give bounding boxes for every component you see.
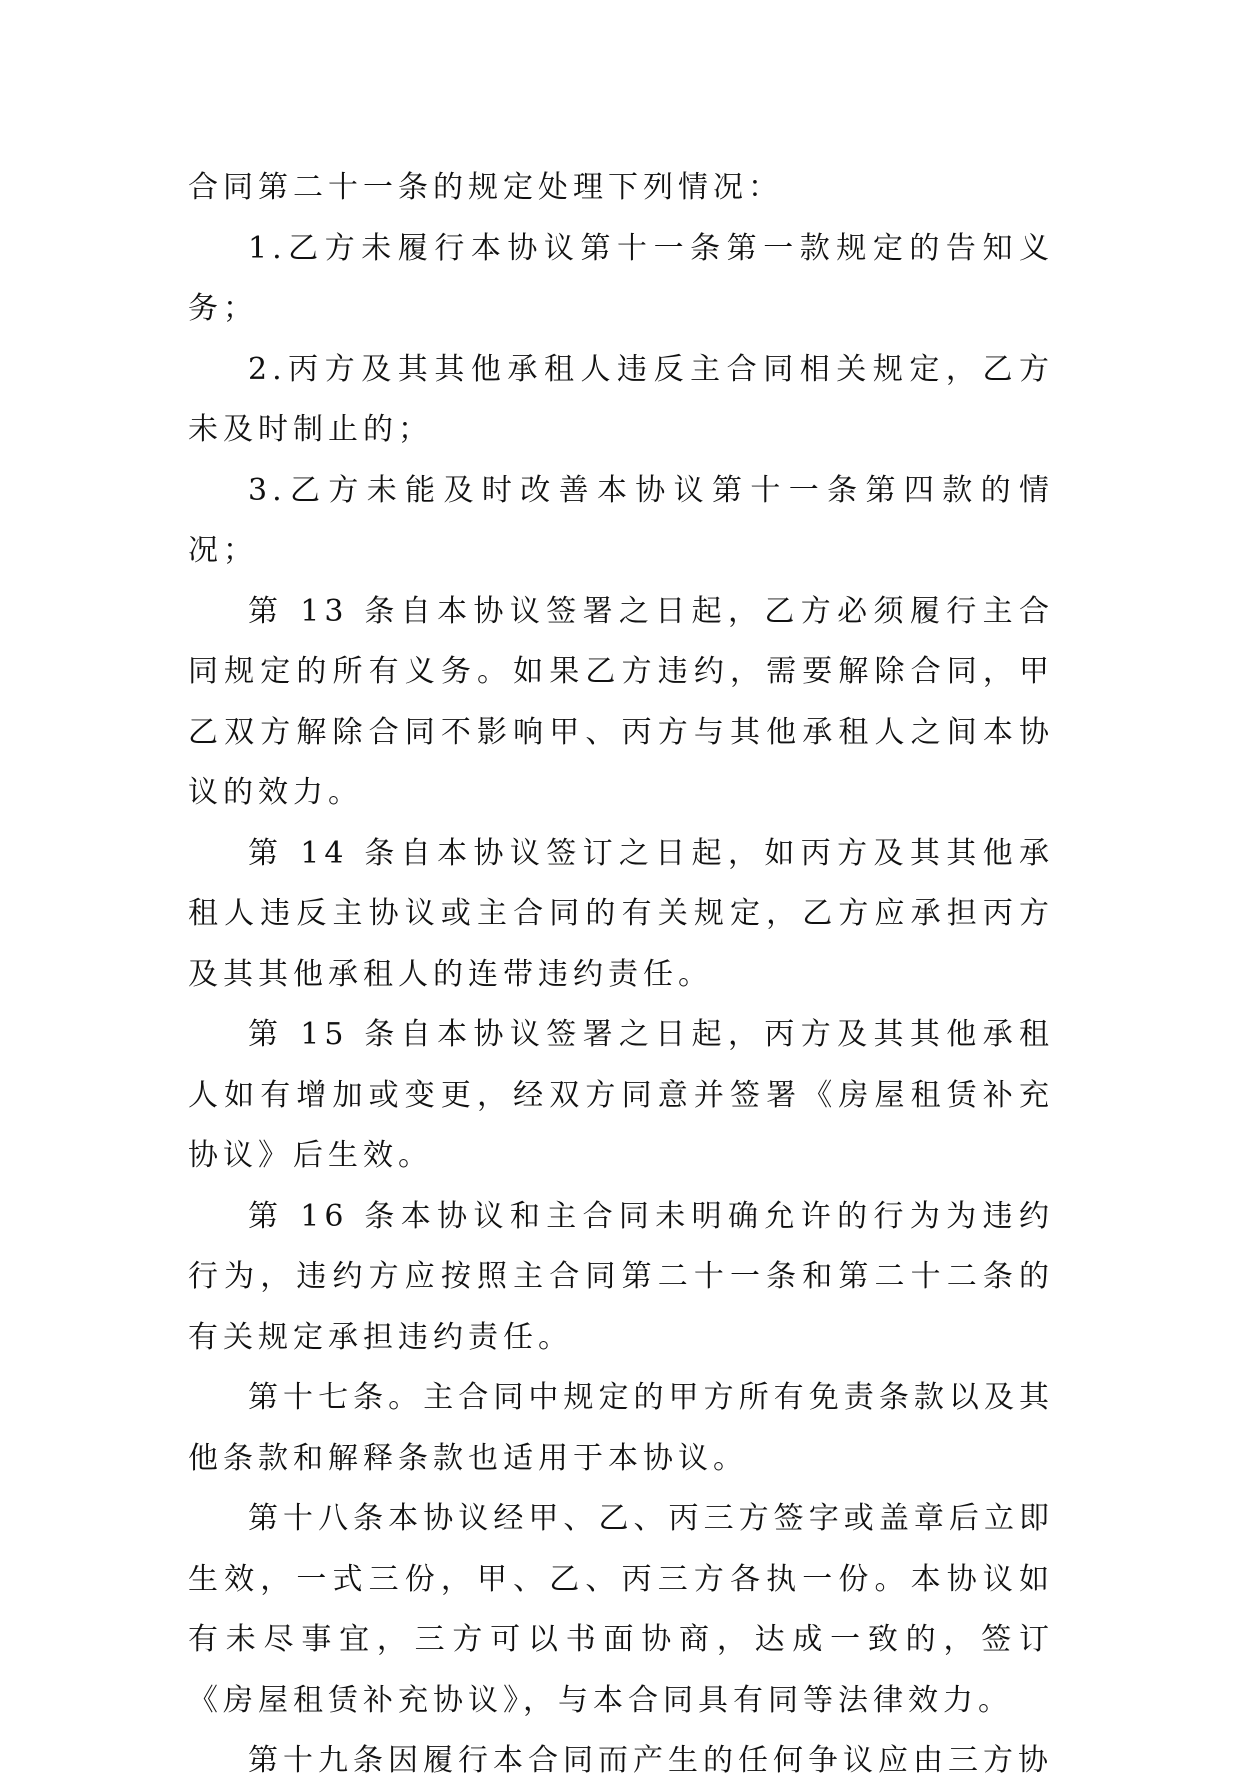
paragraph-continuation: 合同第二十一条的规定处理下列情况： xyxy=(188,170,783,205)
document-body xyxy=(188,158,1054,1792)
paragraph-item-2: 2.丙方及其其他承租人违反主合同相关规定，乙方未及时制止的； xyxy=(188,351,1054,447)
paragraph-article-16: 第 16 条本协议和主合同未明确允许的行为为违约行为，违约方应按照主合同第二十一条和第二十二条的有关规定承担违约责任。 xyxy=(188,1198,1054,1355)
paragraph-article-13: 第 13 条自本协议签署之日起，乙方必须履行主合同规定的所有义务。如果乙方违约，需要解除合同，甲乙双方解除合同不影响甲、丙方与其他承租人之间本协议的效力。 xyxy=(188,593,1054,810)
paragraph-item-3: 3.乙方未能及时改善本协议第十一条第四款的情况； xyxy=(188,472,1054,568)
paragraph-article-18: 第十八条本协议经甲、乙、丙三方签字或盖章后立即生效，一式三份，甲、乙、丙三方各执一份。本协议如有未尽事宜，三方可以书面协商，达成一致的，签订《房屋租赁补充协议》，与本合同具有同等法律效力。 xyxy=(188,1501,1054,1718)
paragraph-article-17: 第十七条。主合同中规定的甲方所有免责条款以及其他条款和解释条款也适用于本协议。 xyxy=(188,1380,1054,1476)
paragraph-item-1: 1.乙方未履行本协议第十一条第一款规定的告知义务； xyxy=(188,230,1054,326)
paragraph-article-15: 第 15 条自本协议签署之日起，丙方及其其他承租人如有增加或变更，经双方同意并签署《房屋租赁补充协议》后生效。 xyxy=(188,1017,1054,1173)
paragraph-article-14: 第 14 条自本协议签订之日起，如丙方及其其他承租人违反主协议或主合同的有关规定，乙方应承担丙方及其其他承租人的连带违约责任。 xyxy=(188,835,1054,992)
paragraph-article-19: 第十九条因履行本合同而产生的任何争议应由三方协 xyxy=(248,1743,1053,1778)
